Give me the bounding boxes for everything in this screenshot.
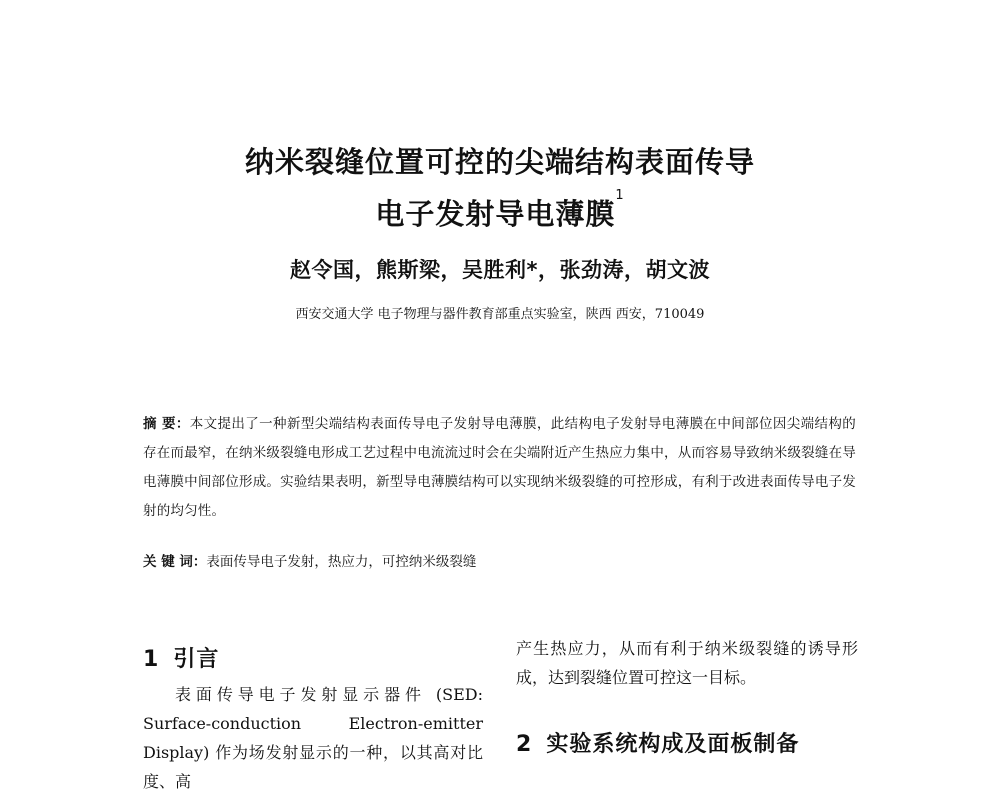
abstract-label: 摘 要： [143, 416, 190, 432]
title-footnote-mark: 1 [615, 188, 625, 203]
section-heading-introduction [143, 640, 483, 680]
right-column [516, 634, 858, 765]
right-column-paragraph: 产生热应力，从而有利于纳米级裂缝的诱导形成，达到裂缝位置可控这一目标。 [516, 639, 858, 687]
paper-title-line1: 纳米裂缝位置可控的尖端结构表面传导 [244, 145, 755, 179]
section-number: 2 [516, 732, 533, 757]
section-number: 1 [143, 647, 160, 672]
affiliation: 西安交通大学 电子物理与器件教育部重点实验室，陕西 西安，710049 [295, 307, 705, 322]
keywords [143, 551, 856, 573]
section-heading-experiment [516, 725, 858, 765]
section-title: 引言 [173, 647, 220, 672]
introduction-paragraph: 表面传导电子发射显示器件 (SED: Surface-conduction Electron-emitter Display) 作为场发射显示的一种，以其高对比度、高 [143, 685, 483, 791]
abstract-text: 本文提出了一种新型尖端结构表面传导电子发射导电薄膜，此结构电子发射导电薄膜在中间部位因尖端结构的存在而最窄，在纳米级裂缝电形成工艺过程中电流流过时会在尖端附近产生热应力集中，从而容易导致纳米级裂缝在导电薄膜中间部位形成。实验结果表明，新型导电薄膜结构可以实现纳米级裂缝的可控形成，有利于改进表面传导电子发射的均匀性。 [143, 416, 857, 519]
author-list: 赵令国，熊斯梁，吴胜利*，张劲涛，胡文波 [290, 258, 710, 282]
abstract [143, 410, 856, 526]
keywords-label: 关 键 词： [143, 554, 207, 570]
left-column [143, 640, 483, 796]
section-title: 实验系统构成及面板制备 [546, 732, 800, 757]
keywords-text: 表面传导电子发射，热应力，可控纳米级裂缝 [206, 554, 477, 570]
paper-title-line2: 电子发射导电薄膜$^1$ [375, 188, 625, 231]
